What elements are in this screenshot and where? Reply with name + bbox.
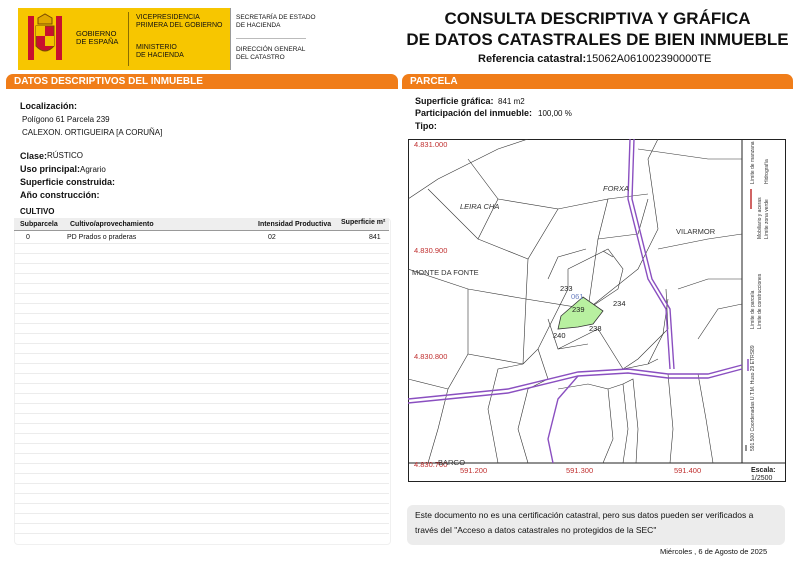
parcel-number: 240 <box>553 331 566 340</box>
legend-item: Límite de manzana <box>750 141 756 184</box>
table-row-line <box>14 513 389 514</box>
cultivo-table <box>14 218 391 545</box>
ref-value: 15062A061002390000TE <box>586 53 712 65</box>
divider <box>14 230 389 231</box>
table-row-line <box>14 443 389 444</box>
table-row-line <box>14 533 389 534</box>
legend-item: Límite zona verde <box>764 199 770 239</box>
table-row-line <box>14 503 389 504</box>
sup-grafica-label: Superficie gráfica: <box>415 96 494 106</box>
page-title: CONSULTA DESCRIPTIVA Y GRÁFICA DE DATOS CATASTRALES DE BIEN INMUEBLE <box>406 9 789 49</box>
x-coord-label: 591.300 <box>566 466 594 475</box>
legend-item: Hidrografía <box>764 159 770 184</box>
place-label: LEIRA CHA <box>460 202 500 211</box>
left-section-band: DATOS DESCRIPTIVOS DEL INMUEBLE <box>6 74 398 89</box>
legend-item: Límite de parcela <box>750 290 756 329</box>
parcel-number: 234 <box>613 299 626 308</box>
table-row-line <box>14 493 389 494</box>
table-row-line <box>14 303 389 304</box>
table-row-line <box>14 283 389 284</box>
scale-value: 1/2500 <box>751 475 773 482</box>
table-row-line <box>14 263 389 264</box>
y-coord-label: 4.830.700 <box>414 460 448 469</box>
print-date: Miércoles , 6 de Agosto de 2025 <box>660 547 768 556</box>
table-row-line <box>14 393 389 394</box>
table-row-line <box>14 293 389 294</box>
participacion-label: Participación del inmueble: <box>415 108 533 118</box>
gov-name: GOBIERNO DE ESPAÑA <box>76 29 119 46</box>
divider <box>236 38 306 39</box>
legend-item: Mobiliario y aceras <box>757 197 763 239</box>
coord-note: 591.500 Coordenadas U.T.M. Huso 29 ETRS89 <box>750 345 756 451</box>
y-coord-label: 4.831.000 <box>414 140 448 149</box>
superficie-label: Superficie construida: <box>20 177 116 187</box>
table-row-line <box>14 333 389 334</box>
cell-cultivo: PD Prados o praderas <box>67 234 137 241</box>
table-row-line <box>14 373 389 374</box>
ref-label: Referencia catastral: <box>478 53 587 65</box>
place-label: MONTE DA FONTE <box>412 268 479 277</box>
table-row-line <box>14 423 389 424</box>
vice-name: VICEPRESIDENCIA PRIMERA DEL GOBIERNO <box>136 14 223 29</box>
table-row-line <box>14 403 389 404</box>
uso-label: Uso principal: <box>20 164 81 174</box>
cell-intensidad: 02 <box>268 234 276 241</box>
scale-label: Escala: <box>751 467 776 474</box>
parcel-number: 238 <box>589 324 602 333</box>
uso-value: Agrario <box>80 165 106 174</box>
table-row-line <box>14 483 389 484</box>
col-intensidad: Intensidad Productiva <box>258 221 332 228</box>
cadastral-map <box>408 139 786 482</box>
parcel-number: 061 <box>571 292 584 301</box>
table-row-line <box>14 253 389 254</box>
table-row-line <box>14 383 389 384</box>
cultivo-label: CULTIVO <box>20 207 55 216</box>
cell-superficie: 841 <box>369 234 381 241</box>
table-row-line <box>14 523 389 524</box>
clase-label: Clase: <box>20 151 48 161</box>
localizacion-label: Localización: <box>20 101 78 111</box>
table-row-line <box>14 473 389 474</box>
right-section-band: PARCELA <box>402 74 793 89</box>
legend-item: Límite de construcciones <box>757 273 763 329</box>
disclaimer-note: Este documento no es una certificación catastral, pero sus datos pueden ser verificados a través del "Acceso a datos catastrales no protegidos de la SEC" <box>407 505 785 545</box>
y-coord-label: 4.830.900 <box>414 246 448 255</box>
table-row-line <box>14 433 389 434</box>
x-coord-label: 591.200 <box>460 466 488 475</box>
localizacion-line2: CALEXON. ORTIGUEIRA [A CORUÑA] <box>22 128 163 137</box>
coat-of-arms-icon <box>24 12 66 66</box>
table-row-line <box>14 463 389 464</box>
clase-value: RÚSTICO <box>47 151 83 160</box>
parcel-number: 233 <box>560 284 573 293</box>
secretary-name: SECRETARÍA DE ESTADO DE HACIENDA <box>236 14 316 29</box>
direction-name: DIRECCIÓN GENERAL DEL CATASTRO <box>236 46 306 61</box>
ministry-name: MINISTERIO DE HACIENDA <box>136 44 184 59</box>
sup-grafica-value: 841 m2 <box>498 97 525 106</box>
col-superficie: Superficie m² <box>341 219 386 226</box>
divider <box>128 12 129 66</box>
place-label: BARGO <box>438 458 466 467</box>
participacion-value: 100,00 % <box>538 109 572 118</box>
col-subparcela: Subparcela <box>20 221 58 228</box>
place-label: FORXA <box>603 184 629 193</box>
x-coord-label: 591.400 <box>674 466 702 475</box>
table-row-line <box>14 353 389 354</box>
col-cultivo: Cultivo/aprovechamiento <box>70 221 154 228</box>
parcel-number: 239 <box>572 305 585 314</box>
table-row-line <box>14 413 389 414</box>
anio-label: Año construcción: <box>20 190 100 200</box>
cell-subparcela: 0 <box>26 234 30 241</box>
table-row-line <box>14 273 389 274</box>
localizacion-line1: Polígono 61 Parcela 239 <box>22 115 110 124</box>
table-row-line <box>14 363 389 364</box>
tipo-label: Tipo: <box>415 121 437 131</box>
table-row-line <box>14 323 389 324</box>
table-row-line <box>14 453 389 454</box>
table-row-line <box>14 313 389 314</box>
table-row-line <box>14 243 389 244</box>
place-label: VILARMOR <box>676 227 716 236</box>
y-coord-label: 4.830.800 <box>414 352 448 361</box>
table-row-line <box>14 343 389 344</box>
